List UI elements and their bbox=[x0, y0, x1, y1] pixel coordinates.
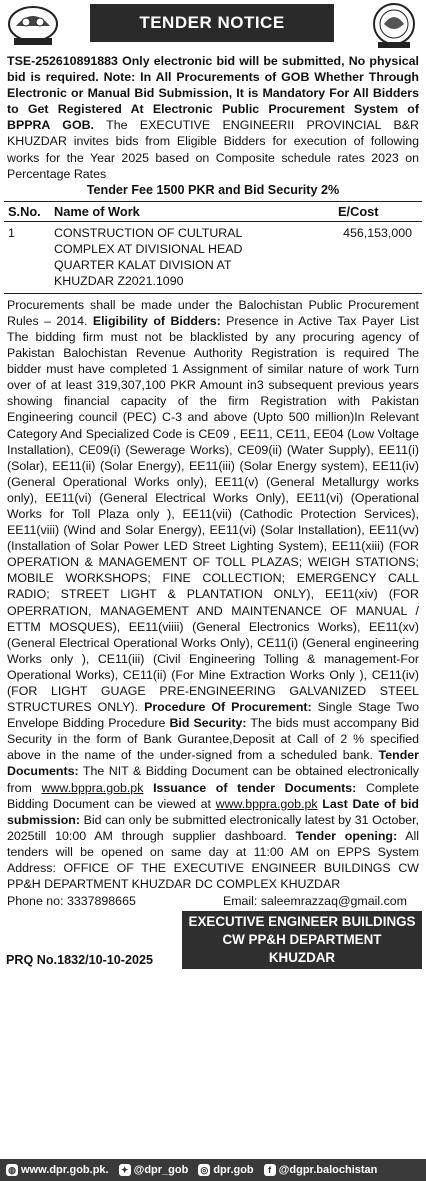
header-name-of-work: Name of Work bbox=[54, 203, 140, 219]
social-twitter[interactable] bbox=[119, 1164, 189, 1176]
intro-paragraph bbox=[0, 53, 426, 182]
email-address: Email: saleemrazzaq@gmail.com bbox=[222, 893, 407, 908]
intro-bold-lead: TSE-252610891883 Only electronic bid will be submitted, No physical bid is required. Note: In All Procurements of GOB Whether Through Electronic or Manual Bid Submission, It is Mandatory For All Bidders to Get Registered At Electronic Public Procurement System of BPPRA GOB. bbox=[7, 54, 419, 133]
twitter-icon: ✦ bbox=[119, 1164, 131, 1176]
tender-documents-text: The NIT & Bidding Document can be obtained electronically from bbox=[7, 764, 419, 795]
contact-line bbox=[0, 892, 426, 909]
instagram-label: dpr.gob bbox=[213, 1164, 254, 1176]
bid-security-label: Bid Security: bbox=[169, 716, 247, 731]
notice-header bbox=[0, 0, 426, 52]
tender-opening-label: Tender opening: bbox=[295, 828, 398, 843]
intro-text: The EXECUTIVE ENGINEERII PROVINCIAL B&R KHUZDAR invites bids from Eligible Bidders for execution of following works for the Year 2025 based on Composite schedule rates 2023 on Percentage Rates bbox=[7, 118, 419, 181]
social-web[interactable] bbox=[6, 1164, 109, 1176]
web-label: www.dpr.gob.pk. bbox=[21, 1164, 109, 1176]
works-table bbox=[4, 201, 422, 294]
phone-number: Phone no: 3337898665 bbox=[7, 893, 136, 908]
globe-icon: ◍ bbox=[6, 1164, 18, 1176]
executive-engineer-box bbox=[182, 911, 422, 969]
tender-opening-text: All tenders will be opened on same day at 11:00 AM on EPPS System Address: OFFICE OF THE EXECUTIVE ENGINEER BUILDINGS CW PP&H DEPARTMENT KHUZDAR DC COMPLEX KHUZDAR bbox=[7, 828, 420, 892]
header-sno: S.No. bbox=[8, 203, 41, 219]
social-footer-bar bbox=[0, 1159, 426, 1181]
balochistan-emblem-left bbox=[6, 4, 60, 48]
table-row bbox=[4, 222, 422, 293]
social-facebook[interactable] bbox=[264, 1164, 378, 1176]
works-table-header bbox=[4, 202, 422, 222]
twitter-label: @dpr_gob bbox=[133, 1164, 189, 1176]
signature-line-2: CW PP&H DEPARTMENT bbox=[222, 932, 382, 948]
tender-fee-line: Tender Fee 1500 PKR and Bid Security 2% bbox=[86, 182, 340, 197]
tender-notice-title: TENDER NOTICE bbox=[90, 4, 334, 42]
prq-number: PRQ No.1832/10-10-2025 bbox=[6, 953, 154, 968]
bppra-link-2[interactable]: www.bppra.gob.pk bbox=[215, 796, 318, 811]
conditions-paragraph bbox=[0, 297, 426, 892]
bid-security-text: The bids must accompany Bid Security in the form of Bank Gurantee,Deposit at Call of 2 % specified above in the name of the under-signed from a scheduled bank. bbox=[7, 716, 419, 763]
facebook-icon: f bbox=[264, 1164, 276, 1176]
signature-line-1: EXECUTIVE ENGINEER BUILDINGS bbox=[188, 914, 416, 930]
issuance-text: Complete Bidding Document can be viewed at bbox=[7, 780, 419, 811]
procurement-rules-text: Procurements shall be made under the Balochistan Public Procurement Rules – 2014. bbox=[7, 297, 419, 328]
header-estimated-cost: E/Cost bbox=[338, 203, 379, 219]
issuance-label: Issuance of tender Documents: bbox=[143, 780, 357, 795]
last-date-label: Last Date of bid submission: bbox=[7, 796, 420, 827]
signature-line-3: KHUZDAR bbox=[268, 950, 336, 966]
row-sno: 1 bbox=[8, 225, 15, 240]
eligibility-label: Eligibility of Bidders: bbox=[92, 313, 221, 328]
bppra-link-1[interactable]: www.bppra.gob.pk bbox=[41, 780, 144, 795]
procedure-label: Procedure Of Procurement: bbox=[144, 700, 312, 715]
government-seal-right bbox=[368, 2, 420, 50]
instagram-icon: ◎ bbox=[198, 1164, 210, 1176]
last-date-text: Bid can only be submitted electronically latest by 31 October, 2025till 10:00 AM through supplier dashboard. bbox=[7, 812, 419, 843]
procedure-text: Single Stage Two Envelope Bidding Procedure bbox=[7, 700, 419, 731]
signature-block bbox=[0, 909, 426, 971]
eligibility-text: Presence in Active Tax Payer List The bidding firm must not be blacklisted by any procuring agency of Pakistan Balochistan Revenue Authority Registration is required The bidder must have completed 1 Assignment of similar nature of work Turn over of at least 319,307,100 PKR Amount in3 subsequent previous years showing financial capacity of the firm Registration with Pakistan Engineering council (PEC) C-3 and above (Upto 500 million)In Relevant Category And Specialized Code is CE09 , EE11, CE11, EE04 (Low Voltage Installation), CE09(i) (Sewerage Works), CE09(ii) (Water Supply), EE11(i) (Solar), EE11(ii) (Solar Energy), EE11(iii) (Solar Energy system), EE11(iv) (General Operational Works only), EE11(v) (General Metallurgy works only), EE11(vi) (General Electrical Works Only), EE11(vi) (Operational Works for Toll Plaza only ), EE11(vii) (Cathodic Protection Services), EE11(viii) (Wind and Solar Energy), EE11(vi) (Solar Installation), EE11(vv) (Installation of Solar Power LED Street Lighting System), EE11(xiii) (FOR OPERATION & MANAGEMENT OF TOLL PLAZAS; WEIGH STATIONS; MOBILE WORKSHOPS; FINE COLLECTION; EMERGENCY CALL RADIO; STREET LIGHT & PLANTATION ONLY), EE11(xiv) (FOR OPERRATION, MANAGEMENT AND MAINTENANCE OF MANUAL / ETTM MOSQUES), EE11(viiii) (General Electronics Works), EE11(xv) (General Electrical Operational Works Only), CE11(i) (General engineering Works only ), CE11(iii) (Civil Engineering Tolling & management-For Operational Works), CE11(ii) (For Mine Extraction Works Only ), CE11(iv) (FOR LIGHT GUAGE PRE-ENGINEERING GALVANIZED STEEL STRUCTURES ONLY). bbox=[7, 313, 419, 715]
row-estimated-cost: 456,153,000 bbox=[343, 225, 412, 240]
row-name-of-work: CONSTRUCTION OF CULTURAL COMPLEX AT DIVISIONAL HEAD QUARTER KALAT DIVISION AT KHUZDAR Z2021.1090 bbox=[54, 225, 243, 288]
social-instagram[interactable] bbox=[198, 1164, 253, 1176]
facebook-label: @dgpr.balochistan bbox=[278, 1164, 378, 1176]
tender-documents-label: Tender Documents: bbox=[7, 748, 419, 779]
